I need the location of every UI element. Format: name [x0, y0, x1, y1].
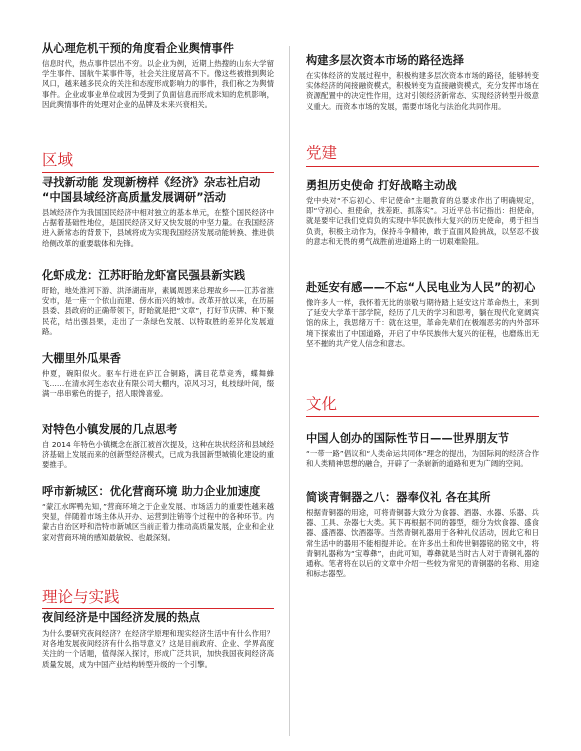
section-heading-region: 区域	[42, 151, 74, 169]
article-summary: 在实体经济的发展过程中，积极构建多层次资本市场的路径，能够转变实体经济的间接融资模式，积极转变为直接融资模式，充分发挥市场在资源配置中的决定性作用，这对引领经济新常态、实现经济转型升级意义重大。而资本市场的发展，需要市场化与法治化共同作用。	[306, 71, 539, 111]
article-friends-festival[interactable]	[306, 431, 539, 469]
article-summary: 自 2014 年特色小镇概念在浙江被首次提及，这种在块状经济和县域经济基础上发展而来的创新型经济模式，已成为我国新型城镇化建设的重要推手。	[42, 440, 274, 470]
article-crayfish[interactable]	[42, 268, 274, 337]
section-rule	[306, 166, 539, 167]
article-county-economy[interactable]	[42, 175, 274, 249]
section-heading-party-building: 党建	[306, 144, 338, 162]
section-heading-culture: 文化	[306, 395, 338, 413]
article-title[interactable]: 中国人创办的国际性节日——世界朋友节	[306, 432, 510, 445]
article-crisis[interactable]	[42, 41, 274, 110]
article-night-economy[interactable]	[42, 610, 274, 670]
section-heading-theory-practice: 理论与实践	[42, 588, 120, 606]
article-summary: 党中央对“不忘初心、牢记使命”主题教育的总要求作出了明确规定，即“守初心、担使命，找差距、抓落实”。习近平总书记指出：担使命，就是要牢记我们党肩负的实现中华民族伟大复兴的历史使命，勇于担当负责，积极主动作为，保持斗争精神，敢于直面风险挑战，以坚忍不拔的意志和无畏的勇气战胜前进道路上的一切艰难险阻。	[306, 196, 539, 246]
article-title[interactable]: 夜间经济是中国经济发展的热点	[42, 611, 201, 624]
article-summary: “一带一路”倡议和“人类命运共同体”理念的提出，为国际间的经济合作和人类精神思想的融合，开辟了一条崭新的道路和更为广阔的空间。	[306, 449, 539, 469]
article-summary: 信息时代，热点事件层出不穷。以企业为例，近期上热搜的山东大学留学生事件、国航牛某事件等，社会关注度居高不下。像这些被推到舆论风口，越来越多民众的关注和态度形成影响力的事件，我们称之为舆情事件。企业或事业单位或因为受到了负面信息而形成未知的危机影响，因此舆情事件的处理对企业的品牌及未来兴衰相关。	[42, 59, 274, 109]
article-summary: 像许多人一样，我怀着无比的崇敬与期待踏上延安这片革命热土，来到了延安大学革干部学院，经历了几天的学习和思考，躺在现代化宽阔宾馆的床上，我思绪万千：就在这里，革命先辈们在极端恶劣的内外部环境下探索出了中国道路，开启了中华民族伟大复兴的征程，也磨炼出无坚不摧的共产党人信念和意志。	[306, 298, 539, 348]
article-title[interactable]: 寻找新动能 发现新榜样《经济》杂志社启动 “中国县域经济高质量发展调研”活动	[42, 176, 261, 204]
article-summary: 为什么要研究夜间经济？在经济学原理和现实经济生活中有什么作用？对各地发展夜间经济有什么指导意义？这是目前政府、企业、学界高度关注的一个话题，值得深入探讨，形成广泛共识，加快我国夜间经济高质量发展，成为中国产业结构转型升级的一个引擎。	[42, 629, 274, 669]
article-greenhouse[interactable]	[42, 351, 274, 400]
article-title[interactable]: 呼市新城区：优化营商环境 助力企业加速度	[42, 485, 261, 498]
article-featured-towns[interactable]	[42, 422, 274, 471]
article-title[interactable]: 简谈青铜器之八：器奉仪礼 各在其所	[306, 491, 491, 504]
article-summary: 仲夏，碗阳似火。驱车行进在庐江合铜路，满目花草竞秀，蝶舞蜂飞……在清水河生态农业有限公司大棚内，凉风习习，虬枝绿叶间，缀满一串串紫色的提子，招人眼馋喜爱。	[42, 369, 274, 399]
article-title[interactable]: 构建多层次资本市场的路径选择	[306, 54, 465, 67]
article-historic-mission[interactable]	[306, 178, 539, 247]
article-title[interactable]: 从心理危机干预的角度看企业舆情事件	[42, 42, 234, 55]
section-rule	[42, 608, 274, 609]
article-bronze-ware[interactable]	[306, 490, 539, 579]
article-business-environment[interactable]	[42, 484, 274, 543]
section-rule	[306, 416, 539, 417]
article-summary: 根据青铜器的用途，可将青铜器大致分为食器、酒器、水器、乐器、兵器、工具、杂器七大类。其下再根据不同的器型，细分为炊食器、盛食器、盛酒器、饮酒器等。当然青铜礼器用于各种礼仪活动，因此它和日常生活中的器用不能相提并论。在许多出土和传世铜器铭的铭文中，将青铜礼器称为“宝尊彝”，由此可知，尊彝就是当时古人对于青铜礼器的通称。笔者将在以后的文章中介绍一些较为常见的青铜器的名称、用途和标志器型。	[306, 508, 539, 579]
article-capital-market[interactable]	[306, 53, 539, 112]
article-title[interactable]: 化虾成龙：江苏盱眙龙虾富民强县新实践	[42, 269, 246, 282]
column-divider	[289, 46, 290, 736]
article-yanan[interactable]	[306, 280, 539, 349]
article-title[interactable]: 赴延安有感——不忘“人民电业为人民”的初心	[306, 281, 536, 294]
section-rule	[42, 172, 274, 173]
article-summary: “蒙江水晖鸭先知，”营商环境之于企业发展、市场活力的重要性越来越突显，伴随着市场主体从开办、运营到注销等个过程中的各种环节。内蒙古自治区呼和浩特市新城区当前正着力推动高质量发展，企业和企业家对营商环境的感知最敏锐、也最深刻。	[42, 502, 274, 542]
article-summary: 盱眙，地处淮河下游、洪泽湖南岸，素属周恩来总理故乡——江苏省淮安市，是一座一个依山而建、傍水而兴的城市。改革开放以来，在历届县委、县政府的正确带领下，盱眙就是把“文章”，打好节庆牌、种下聚民花，结出强县果，走出了一条绿色发展、以特取胜的差异化发展道路。	[42, 286, 274, 336]
article-title[interactable]: 大棚里外瓜果香	[42, 352, 122, 365]
article-summary: 县域经济作为我国国民经济中相对独立的基本单元，在整个国民经济中占据着基础性地位，是国民经济又好又快发展的中坚力量。在我国经济进入新常态的背景下，县域将成为实现我国经济发展动能转换、推进供给侧改革的重要载体和先锋。	[42, 208, 274, 248]
article-title[interactable]: 勇担历史使命 打好战略主动战	[306, 179, 457, 192]
article-title[interactable]: 对特色小镇发展的几点思考	[42, 423, 178, 436]
